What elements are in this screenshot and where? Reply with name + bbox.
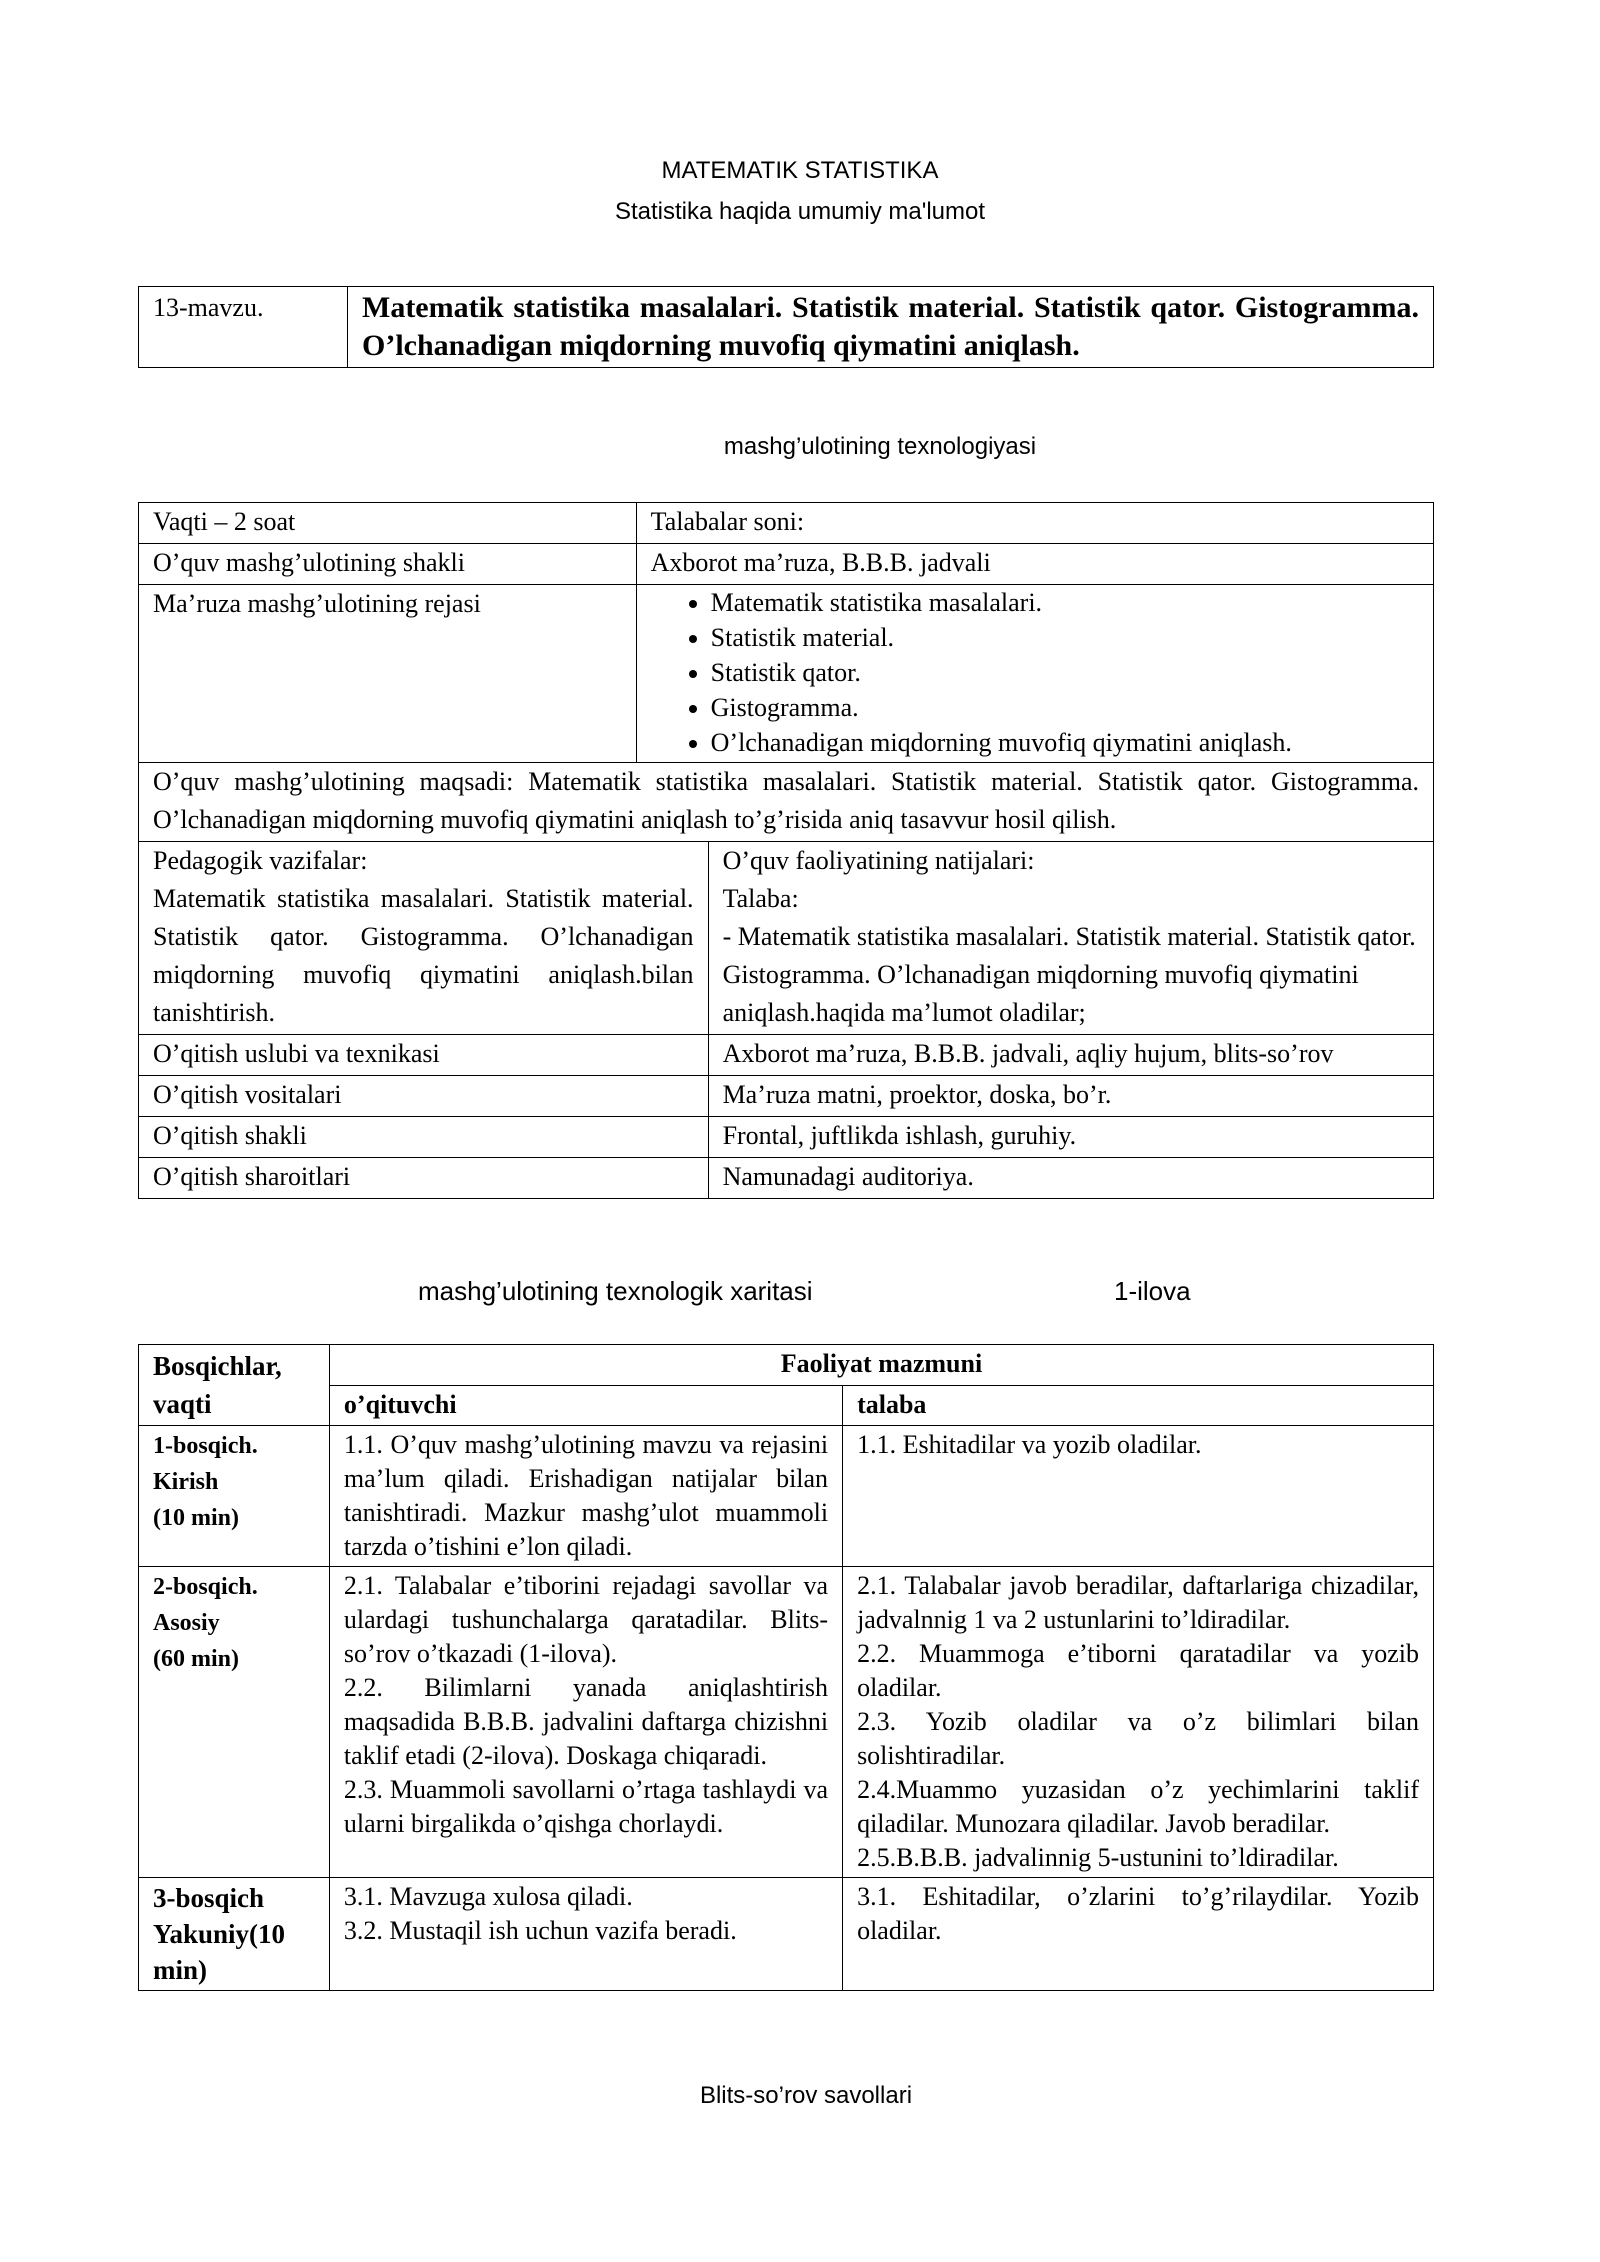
plan-label: Ma’ruza mashg’ulotining rejasi (139, 585, 637, 763)
teacher-activity: 1.1. O’quv mashg’ulotining mavzu va rejasini ma’lum qiladi. Erishadigan natijalar bilan tanishtiradi. Mazkur mashg’ulot muammoli tarzda o’tishini e’lon qiladi. (343, 1430, 829, 1561)
method-label: O’qitish uslubi va texnikasi (139, 1035, 709, 1076)
activity-column-header: Faoliyat mazmuni (329, 1345, 1433, 1386)
plan-item: • Matematik statistika masalalari. (711, 585, 1419, 620)
plan-cell (636, 585, 1433, 763)
blitz-questions-heading: Blits-so’rov savollari (699, 2082, 913, 2109)
form-label: O’quv mashg’ulotining shakli (139, 544, 637, 585)
plan-item: • Statistik qator. (711, 655, 1419, 690)
form-type-value: Frontal, juftlikda ishlash, guruhiy. (708, 1117, 1433, 1158)
plan-item: • Gistogramma. (711, 690, 1419, 725)
lesson-goal: O’quv mashg’ulotining maqsadi: Matematik statistika masalalari. Statistik material. Statistik qator. Gistogramma. O’lchanadigan miqdorning muvofiq qiymatini aniqlash to’g’risida aniq tasavvur hosil qilish. (139, 763, 1434, 842)
document-title: MATEMATIK STATISTIKA (661, 157, 939, 184)
form-value: Axborot ma’ruza, B.B.B. jadvali (636, 544, 1433, 585)
stage-row (139, 1567, 1434, 1878)
document-subtitle: Statistika haqida umumiy ma'lumot (614, 198, 986, 225)
tech-heading: mashg’ulotining texnologiyasi (723, 433, 1037, 460)
student-activity: 2.5.B.B.B. jadvalinnig 5-ustunini to’ldiradilar. (857, 1843, 1339, 1872)
tech-map-caption: mashg’ulotining texnologik xaritasi (418, 1276, 813, 1306)
conditions-label: O’qitish sharoitlari (139, 1158, 709, 1199)
stage-column-header: Bosqichlar, vaqti (139, 1345, 330, 1426)
appendix-label: 1-ilova (1114, 1276, 1191, 1306)
pedagogic-tasks-text: Matematik statistika masalalari. Statistik material. Statistik qator. Gistogramma. O’lchanadigan miqdorning muvofiq qiymatini aniqlash.bilan tanishtirish. (153, 884, 694, 1027)
stage-row (139, 1878, 1434, 1991)
plan-item: • Statistik material. (711, 620, 1419, 655)
lesson-technology-table (138, 502, 1434, 1199)
student-activity: 2.1. Talabalar javob beradilar, daftarlariga chizadilar, jadvalnnig 1 va 2 ustunlarini to’ldiradilar. (857, 1571, 1419, 1634)
student-activity-cell (843, 1426, 1434, 1567)
stage-line: Kirish (153, 1469, 219, 1495)
stage-line: (10 min) (153, 1505, 239, 1531)
teacher-column-header: o’qituvchi (329, 1385, 842, 1426)
plan-item: • O’lchanadigan miqdorning muvofiq qiymatini aniqlash. (711, 725, 1419, 760)
teacher-activity-cell (329, 1567, 842, 1878)
student-activity-cell (843, 1567, 1434, 1878)
student-activity-cell (843, 1878, 1434, 1991)
stage-cell (139, 1426, 330, 1567)
teacher-activity: 2.1. Talabalar e’tiborini rejadagi savollar va ulardagi tushunchalarga qaratadilar. Blits-so’rov o’tkazadi (1-ilova). (343, 1571, 829, 1668)
stage-line: 3-bosqich (153, 1883, 265, 1913)
topic-table (138, 286, 1434, 368)
tools-value: Ma’ruza matni, proektor, doska, bo’r. (708, 1076, 1433, 1117)
topic-number: 13-mavzu. (139, 287, 348, 368)
teacher-activity: 2.2. Bilimlarni yanada aniqlashtirish maqsadida B.B.B. jadvalini daftarga chizishni taklif etadi (2-ilova). Doskaga chiqaradi. (343, 1673, 829, 1770)
stage-cell (139, 1567, 330, 1878)
students-label: Talabalar soni: (636, 503, 1433, 544)
stage-line: Asosiy (153, 1610, 220, 1636)
topic-title: Matematik statistika masalalari. Statistik material. Statistik qator. Gistogramma. O’lchanadigan miqdorning muvofiq qiymatini aniqlash. (348, 287, 1434, 368)
stage-line: (60 min) (153, 1646, 239, 1672)
plan-list (651, 585, 1419, 760)
teacher-activity-cell (329, 1878, 842, 1991)
tools-label: O’qitish vositalari (139, 1076, 709, 1117)
student-activity: 2.3. Yozib oladilar va o’z bilimlari bilan solishtiradilar. (857, 1707, 1419, 1770)
learning-results-title: O’quv faoliyatining natijalari: (722, 846, 1035, 875)
form-type-label: O’qitish shakli (139, 1117, 709, 1158)
learning-results-text: - Matematik statistika masalalari. Statistik material. Statistik qator. Gistogramma. O’lchanadigan miqdorning muvofiq qiymatini aniqlash.haqida ma’lumot oladilar; (722, 922, 1416, 1027)
stage-line: 1-bosqich. (153, 1433, 258, 1459)
student-column-header: talaba (843, 1385, 1434, 1426)
technology-map-table (138, 1344, 1434, 1991)
time-label: Vaqti – 2 soat (139, 503, 637, 544)
teacher-activity: 3.1. Mavzuga xulosa qiladi. (343, 1882, 633, 1911)
conditions-value: Namunadagi auditoriya. (708, 1158, 1433, 1199)
stage-row (139, 1426, 1434, 1567)
learning-results-student: Talaba: (722, 884, 799, 913)
pedagogic-tasks-cell (139, 842, 709, 1035)
stage-line: 2-bosqich. (153, 1574, 258, 1600)
teacher-activity: 2.3. Muammoli savollarni o’rtaga tashlaydi va ularni birgalikda o’qishga chorlaydi. (343, 1775, 829, 1838)
student-activity: 3.1. Eshitadilar, o’zlarini to’g’rilaydilar. Yozib oladilar. (857, 1882, 1419, 1945)
stage-line: Yakuniy(10 min) (153, 1919, 286, 1985)
teacher-activity-cell (329, 1426, 842, 1567)
method-value: Axborot ma’ruza, B.B.B. jadvali, aqliy hujum, blits-so’rov (708, 1035, 1433, 1076)
student-activity: 1.1. Eshitadilar va yozib oladilar. (857, 1430, 1202, 1459)
stage-cell (139, 1878, 330, 1991)
teacher-activity: 3.2. Mustaqil ish uchun vazifa beradi. (343, 1916, 737, 1945)
learning-results-cell (708, 842, 1433, 1035)
student-activity: 2.4.Muammo yuzasidan o’z yechimlarini taklif qiladilar. Munozara qiladilar. Javob beradilar. (857, 1775, 1419, 1838)
pedagogic-tasks-title: Pedagogik vazifalar: (153, 846, 368, 875)
student-activity: 2.2. Muammoga e’tiborni qaratadilar va yozib oladilar. (857, 1639, 1419, 1702)
